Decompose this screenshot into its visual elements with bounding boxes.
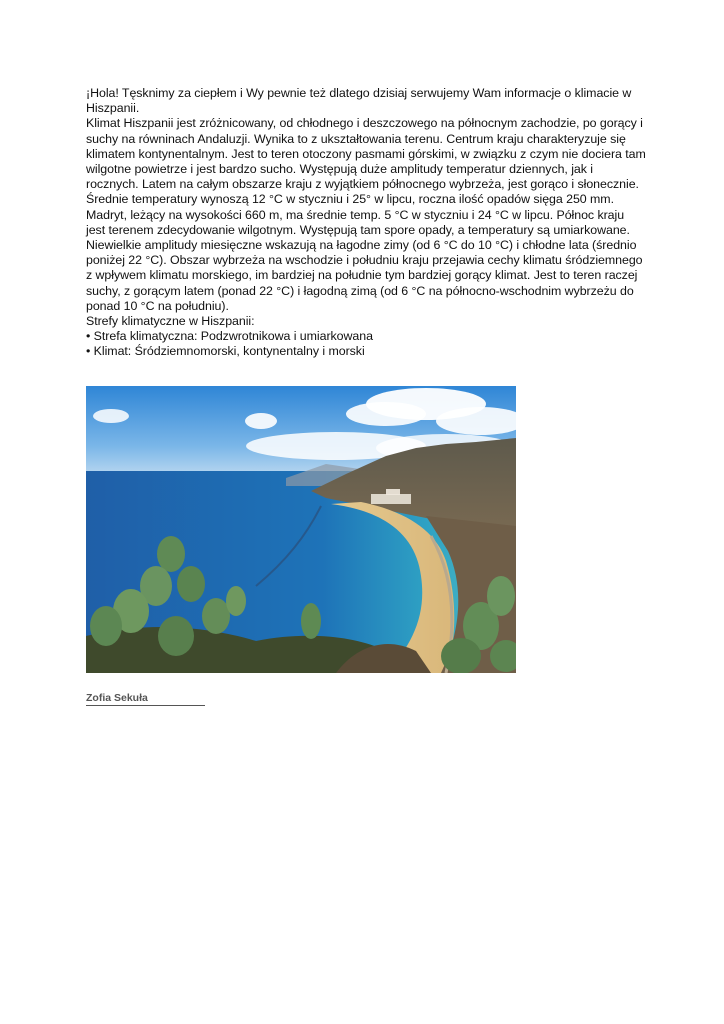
climate-paragraph: Klimat Hiszpanii jest zróżnicowany, od chłodnego i deszczowego na północnym zachodzie, po gorący i suchy na równinach Andaluzji. Wynika to z ukształtowania terenu. Centrum kraju charakteryzuje się klimatem kontynentalnym. Jest to teren otoczony pasmami górskimi, w związku z czym nie dociera tam wilgotne powietrze i jest bardzo sucho. Występują duże amplitudy temperatur dziennych, jak i rocznych. Latem na całym obszarze kraju z wyjątkiem północnego wybrzeża, jest gorąco i słonecznie. Średnie temperatury wynoszą 12 °C w styczniu i 25° w lipcu, roczna ilość opadów sięga 250 mm. Madryt, leżący na wysokości 660 m, ma średnie temp. 5 °C w styczniu i 24 °C w lipcu. Północ kraju jest terenem zdecydowanie wilgotnym. Występują tam spore opady, a temperatury są umiarkowane. Niewielkie amplitudy miesięczne wskazują na łagodne zimy (od 6 °C do 10 °C) i chłodne lata (średnio poniżej 22 °C). Obszar wybrzeża na wschodzie i południu kraju przejawia cechy klimatu śródziemnego z wpływem klimatu morskiego, im bardziej na południe tym bardziej gorący klimat. Jest to teren raczej suchy, z gorącym latem (ponad 22 °C) i łagodną zimą (od 6 °C na północno-wschodnim wybrzeżu do ponad 10 °C na południu).: [86, 116, 646, 313]
intro-paragraph: ¡Hola! Tęsknimy za ciepłem i Wy pewnie też dlatego dzisiaj serwujemy Wam informacje o klimacie w Hiszpanii.: [86, 86, 632, 116]
zones-heading: Strefy klimatyczne w Hiszpanii:: [86, 314, 255, 329]
bullet-climate: • Klimat: Śródziemnomorski, kontynentalny i morski: [86, 344, 365, 359]
beach-photo: [86, 386, 516, 673]
bullet-zone: • Strefa klimatyczna: Podzwrotnikowa i umiarkowana: [86, 329, 373, 344]
article-body: [86, 86, 646, 360]
author-name: Zofia Sekuła: [86, 692, 205, 706]
